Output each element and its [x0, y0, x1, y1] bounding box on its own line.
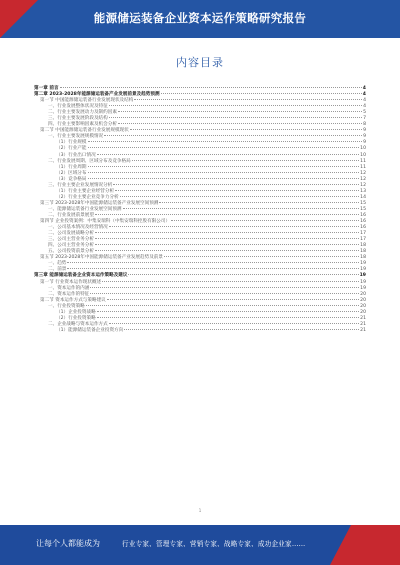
- toc-entry-title: 第一节 行业资本运作现状概述: [40, 279, 102, 285]
- footer-slogan-right: 行业专家、管理专家、营销专家、战略专家、成功企业家……: [122, 540, 306, 548]
- toc-dot-leader: [113, 184, 359, 185]
- toc-entry-page: 9: [363, 134, 366, 140]
- toc-entry-title: （2）行业主要企业竞争力分析: [56, 194, 119, 200]
- toc-dot-leader: [109, 117, 362, 118]
- toc-dot-leader: [102, 281, 359, 282]
- toc-entry-title: （1）能源储运装备企业投资方向: [56, 327, 124, 333]
- toc-entry-page: 20: [360, 297, 366, 303]
- toc-entry-title: 一、行业发展整体状况及特征: [48, 104, 108, 110]
- toc-entry-page: 8: [363, 122, 366, 128]
- toc-entry-title: 第二章 2023-2028年能源储运装备产业发展前景及趋势预测: [34, 92, 160, 98]
- toc-dot-leader: [95, 250, 359, 251]
- toc-dot-leader: [95, 238, 359, 239]
- toc-dot-leader: [118, 123, 362, 124]
- toc-entry-title: 二、公司发展战略分析: [48, 231, 94, 237]
- toc-entry-title: （1）行业周期: [56, 164, 87, 170]
- toc-dot-leader: [97, 311, 359, 312]
- toc-entry-title: 一、公司基本情况及经营情况: [48, 225, 108, 231]
- toc-entry-title: 四、行业主要影响因素及机会分析: [48, 122, 117, 128]
- toc-entry-page: 17: [360, 237, 366, 243]
- toc-dot-leader: [88, 141, 363, 142]
- toc-entry-title: 一、行业主要发展规模情况: [48, 134, 104, 140]
- toc-dot-leader: [161, 93, 362, 94]
- toc-entry-page: 17: [360, 231, 366, 237]
- toc-entry-title: （2）区域分布: [56, 170, 87, 176]
- toc-entry-title: 三、公司主营业务分析: [48, 237, 94, 243]
- toc-entry-page: 12: [360, 170, 366, 176]
- toc-entry-page: 9: [363, 128, 366, 134]
- toc-entry[interactable]: [34, 328, 366, 334]
- toc-entry-page: 16: [360, 212, 366, 218]
- toc-entry-title: 一、行业投资策略: [48, 303, 85, 309]
- toc-entry-title: 第三章 能源储运装备企业资本运作策略及建议: [34, 273, 128, 279]
- toc-dot-leader: [95, 244, 359, 245]
- toc-dot-leader: [95, 232, 359, 233]
- toc-entry-page: 19: [360, 267, 366, 273]
- toc-dot-leader: [60, 87, 362, 88]
- toc-entry-page: 4: [363, 104, 366, 110]
- toc-dot-leader: [124, 329, 359, 330]
- toc-dot-leader: [132, 160, 359, 161]
- toc-entry-page: 18: [360, 243, 366, 249]
- report-title: 能源储运装备企业资本运作策略研究报告: [93, 11, 307, 25]
- document-page: [10, 38, 390, 525]
- toc-dot-leader: [97, 154, 359, 155]
- toc-dot-leader: [123, 208, 360, 209]
- toc-dot-leader: [97, 317, 359, 318]
- toc-entry-page: 21: [360, 321, 366, 327]
- toc-entry-title: 三、行业主要发展阶段及结构: [48, 116, 108, 122]
- footer-slogan-left: 让每个人都能成为: [36, 539, 100, 548]
- toc-entry-page: 16: [360, 225, 366, 231]
- toc-entry-page: 15: [360, 206, 366, 212]
- toc-dot-leader: [159, 202, 359, 203]
- footer-band: [0, 525, 400, 565]
- toc-entry-title: 二、行业发展前景展望: [48, 212, 94, 218]
- toc-entry-page: 18: [360, 255, 366, 261]
- toc-entry-page: 15: [360, 200, 366, 206]
- toc-entry-page: 20: [360, 291, 366, 297]
- toc-entry-page: 19: [360, 279, 366, 285]
- toc-dot-leader: [109, 105, 362, 106]
- report-header-band: [0, 0, 400, 38]
- toc-dot-leader: [88, 166, 360, 167]
- toc-dot-leader: [128, 274, 358, 275]
- toc-entry-page: 16: [360, 219, 366, 225]
- toc-entry-title: 二、资本运作的特征: [48, 291, 90, 297]
- toc-entry-page: 4: [362, 92, 366, 98]
- toc-entry-page: 4: [363, 98, 366, 104]
- toc-dot-leader: [134, 99, 362, 100]
- toc-entry-title: （1）企业投资战略: [56, 309, 96, 315]
- toc-entry-title: 二、前景: [48, 267, 67, 273]
- toc-entry-title: 第一节 中国能源储运装备行业发展现状及结构: [40, 98, 134, 104]
- toc-dot-leader: [115, 190, 359, 191]
- toc-entry-title: 一、资本运作的内涵: [48, 285, 90, 291]
- toc-entry-title: （2）行业投资策略: [56, 315, 96, 321]
- toc-dot-leader: [130, 129, 362, 130]
- toc-entry-title: 一、趋势: [48, 261, 67, 267]
- toc-dot-leader: [67, 262, 359, 263]
- toc-entry-page: 9: [363, 140, 366, 146]
- toc-entry-page: 21: [360, 327, 366, 333]
- toc-entry-page: 7: [363, 116, 366, 122]
- toc-entry-page: 21: [360, 315, 366, 321]
- toc-entry-page: 4: [362, 86, 366, 91]
- toc-entry-page: 19: [360, 285, 366, 291]
- toc-dot-leader: [88, 178, 360, 179]
- toc-dot-leader: [90, 293, 359, 294]
- toc-entry-page: 13: [360, 188, 366, 194]
- toc-entry-page: 12: [360, 182, 366, 188]
- toc-dot-leader: [118, 111, 362, 112]
- toc-dot-leader: [107, 299, 359, 300]
- toc-dot-leader: [120, 196, 359, 197]
- toc-dot-leader: [109, 226, 359, 227]
- toc-entry-page: 20: [360, 303, 366, 309]
- toc-entry-page: 5: [363, 110, 366, 116]
- toc-dot-leader: [88, 172, 360, 173]
- toc-entry-page: 12: [360, 176, 366, 182]
- toc-entry-page: 10: [360, 146, 366, 152]
- toc-entry-title: 二、企业战略与资本运作方式: [48, 321, 108, 327]
- toc-entry-page: 18: [360, 249, 366, 255]
- toc-entry-page: 19: [359, 273, 366, 279]
- toc-dot-leader: [171, 220, 359, 221]
- toc-dot-leader: [164, 256, 359, 257]
- toc-dot-leader: [90, 287, 359, 288]
- toc-entry-title: 第四节 企业投资案例：中集安瑞科（中集安瑞科控股有限公司）: [40, 219, 171, 225]
- toc-entry-title: 一、能源储运装备行业发展空间预测: [48, 206, 122, 212]
- toc-entry-title: 第二节 资本运作方式与策略建议: [40, 297, 106, 303]
- toc-entry-title: （3）竞争格局: [56, 176, 87, 182]
- toc-dot-leader: [86, 305, 359, 306]
- toc-dot-leader: [95, 214, 359, 215]
- toc-entry-page: 20: [360, 309, 366, 315]
- toc-entry-title: 二、行业主要发展动力及制约因素: [48, 110, 117, 116]
- toc-entry-page: 19: [360, 261, 366, 267]
- toc-entry-title: 三、行业主要企业发展情况分析: [48, 182, 113, 188]
- toc-entry-title: 五、公司投资前景分析: [48, 249, 94, 255]
- toc-dot-leader: [104, 135, 362, 136]
- toc-dot-leader: [67, 268, 359, 269]
- toc-entry-page: 11: [360, 164, 366, 170]
- toc-entry-page: 10: [360, 152, 366, 158]
- toc-entry-title: 二、行业发展周期、区域分布及竞争格局: [48, 158, 131, 164]
- toc-entry-title: 四、公司主营业务分析: [48, 243, 94, 249]
- footer-accent-shape: [330, 525, 400, 565]
- toc-entry-title: （2）行业产能: [56, 146, 87, 152]
- toc-heading: 内容目录: [176, 56, 224, 69]
- toc-entry-title: （1）行业规模: [56, 140, 87, 146]
- toc-entry-title: 第一章 前言: [34, 86, 59, 91]
- toc-dot-leader: [109, 323, 359, 324]
- table-of-contents: [34, 86, 366, 334]
- toc-entry-page: 14: [360, 194, 366, 200]
- toc-entry-title: 第三节 2023-2028年中国能源储运装备产业发展空间预测: [40, 200, 159, 206]
- toc-entry-title: 第二节 中国能源储运装备行业发展规模现状: [40, 128, 129, 134]
- toc-entry-title: （1）行业主要企业经营分析: [56, 188, 115, 194]
- toc-entry-title: 第五节 2023-2028年中国能源储运装备产业发展趋势及前景: [40, 255, 163, 261]
- toc-entry-page: 11: [360, 158, 366, 164]
- toc-entry-title: （3）行业出口情况: [56, 152, 96, 158]
- toc-dot-leader: [88, 147, 360, 148]
- page-number: 1: [198, 508, 202, 513]
